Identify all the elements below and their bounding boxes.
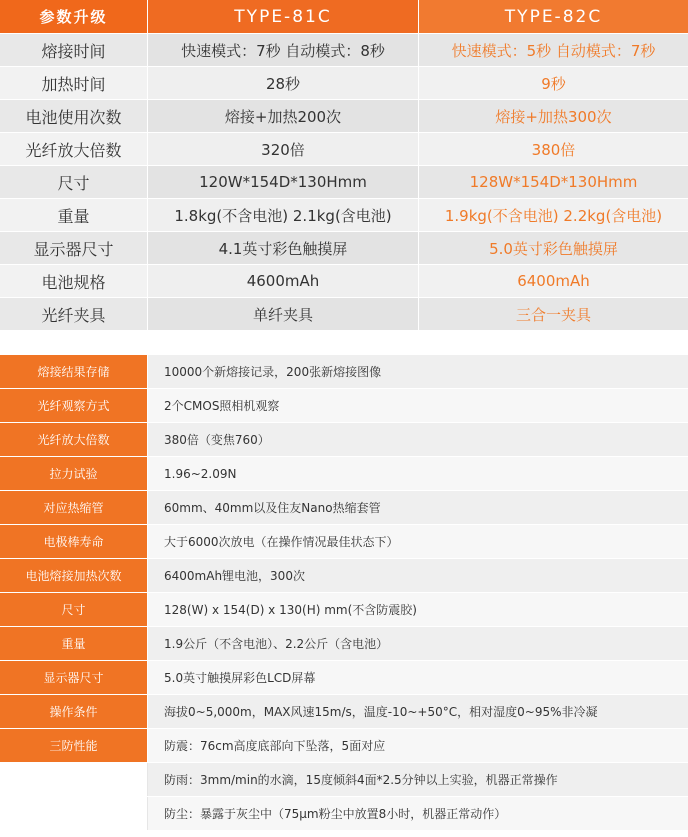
spec-row bbox=[0, 491, 688, 525]
model-a-header: TYPE-81C bbox=[147, 0, 418, 33]
model-b-value: 6400mAh bbox=[418, 265, 688, 297]
row-label: 光纤夹具 bbox=[0, 298, 147, 330]
spec-label: 拉力试验 bbox=[0, 457, 147, 490]
spec-row bbox=[0, 389, 688, 423]
spec-value: 1.9公斤（不含电池）、2.2公斤（含电池） bbox=[147, 627, 688, 660]
spec-label: 重量 bbox=[0, 627, 147, 660]
comparison-row bbox=[0, 34, 688, 67]
spec-label: 熔接结果存储 bbox=[0, 355, 147, 388]
comparison-row bbox=[0, 265, 688, 298]
spec-label: 三防性能 bbox=[0, 729, 147, 762]
spec-row bbox=[0, 797, 688, 831]
comparison-row bbox=[0, 298, 688, 331]
spec-value: 60mm、40mm以及住友Nano热缩套管 bbox=[147, 491, 688, 524]
model-b-value: 9秒 bbox=[418, 67, 688, 99]
model-b-value: 三合一夹具 bbox=[418, 298, 688, 330]
spec-value: 10000个新熔接记录，200张新熔接图像 bbox=[147, 355, 688, 388]
spec-row bbox=[0, 457, 688, 491]
comparison-row bbox=[0, 133, 688, 166]
spec-value: 128(W) x 154(D) x 130(H) mm(不含防震胶) bbox=[147, 593, 688, 626]
spec-value: 1.96~2.09N bbox=[147, 457, 688, 490]
row-label: 加热时间 bbox=[0, 67, 147, 99]
spec-row bbox=[0, 763, 688, 797]
spec-label: 电池熔接加热次数 bbox=[0, 559, 147, 592]
comparison-header bbox=[0, 0, 688, 34]
spec-row bbox=[0, 355, 688, 389]
model-a-value: 320倍 bbox=[147, 133, 418, 165]
model-a-value: 4.1英寸彩色触摸屏 bbox=[147, 232, 418, 264]
model-a-value: 快速模式：7秒 自动模式：8秒 bbox=[147, 34, 418, 66]
spec-row bbox=[0, 695, 688, 729]
row-label: 电池规格 bbox=[0, 265, 147, 297]
row-label: 显示器尺寸 bbox=[0, 232, 147, 264]
comparison-row bbox=[0, 199, 688, 232]
spec-value: 大于6000次放电（在操作情况最佳状态下） bbox=[147, 525, 688, 558]
spec-row bbox=[0, 593, 688, 627]
row-label: 熔接时间 bbox=[0, 34, 147, 66]
spec-value: 海拔0~5,000m，MAX风速15m/s，温度-10~+50°C，相对湿度0~95%非冷凝 bbox=[147, 695, 688, 728]
row-label: 光纤放大倍数 bbox=[0, 133, 147, 165]
row-label: 电池使用次数 bbox=[0, 100, 147, 132]
comparison-row bbox=[0, 232, 688, 265]
model-a-value: 熔接+加热200次 bbox=[147, 100, 418, 132]
model-b-value: 1.9kg(不含电池) 2.2kg(含电池) bbox=[418, 199, 688, 231]
model-a-value: 1.8kg(不含电池) 2.1kg(含电池) bbox=[147, 199, 418, 231]
spec-value: 防震：76cm高度底部向下坠落，5面对应 bbox=[147, 729, 688, 762]
spec-label: 电极棒寿命 bbox=[0, 525, 147, 558]
spec-label bbox=[0, 797, 147, 830]
spec-row bbox=[0, 661, 688, 695]
spec-label: 操作条件 bbox=[0, 695, 147, 728]
comparison-table bbox=[0, 0, 688, 331]
spec-row bbox=[0, 729, 688, 763]
spec-row bbox=[0, 423, 688, 457]
model-b-value: 380倍 bbox=[418, 133, 688, 165]
spec-row bbox=[0, 627, 688, 661]
model-b-header: TYPE-82C bbox=[418, 0, 688, 33]
spec-label: 尺寸 bbox=[0, 593, 147, 626]
comparison-body bbox=[0, 34, 688, 331]
row-label: 尺寸 bbox=[0, 166, 147, 198]
comparison-row bbox=[0, 67, 688, 100]
row-label: 重量 bbox=[0, 199, 147, 231]
model-a-value: 120W*154D*130Hmm bbox=[147, 166, 418, 198]
model-b-value: 熔接+加热300次 bbox=[418, 100, 688, 132]
spec-label: 光纤放大倍数 bbox=[0, 423, 147, 456]
spec-row bbox=[0, 559, 688, 593]
spec-label: 光纤观察方式 bbox=[0, 389, 147, 422]
model-b-value: 5.0英寸彩色触摸屏 bbox=[418, 232, 688, 264]
spec-value: 2个CMOS照相机观察 bbox=[147, 389, 688, 422]
comparison-row bbox=[0, 100, 688, 133]
spec-row bbox=[0, 525, 688, 559]
spec-label bbox=[0, 763, 147, 796]
model-a-value: 单纤夹具 bbox=[147, 298, 418, 330]
spec-value: 防雨：3mm/min的水滴，15度倾斜4面*2.5分钟以上实验，机器正常操作 bbox=[147, 763, 688, 796]
model-a-value: 4600mAh bbox=[147, 265, 418, 297]
spec-label: 显示器尺寸 bbox=[0, 661, 147, 694]
spec-value: 6400mAh锂电池，300次 bbox=[147, 559, 688, 592]
model-b-value: 快速模式：5秒 自动模式：7秒 bbox=[418, 34, 688, 66]
param-header: 参数升级 bbox=[0, 0, 147, 33]
spec-label: 对应热缩管 bbox=[0, 491, 147, 524]
model-a-value: 28秒 bbox=[147, 67, 418, 99]
spec-value: 防尘：暴露于灰尘中（75μm粉尘中放置8小时，机器正常动作） bbox=[147, 797, 688, 830]
model-b-value: 128W*154D*130Hmm bbox=[418, 166, 688, 198]
spec-value: 380倍（变焦760） bbox=[147, 423, 688, 456]
spec-value: 5.0英寸触摸屏彩色LCD屏幕 bbox=[147, 661, 688, 694]
spec-table bbox=[0, 355, 688, 831]
comparison-row bbox=[0, 166, 688, 199]
